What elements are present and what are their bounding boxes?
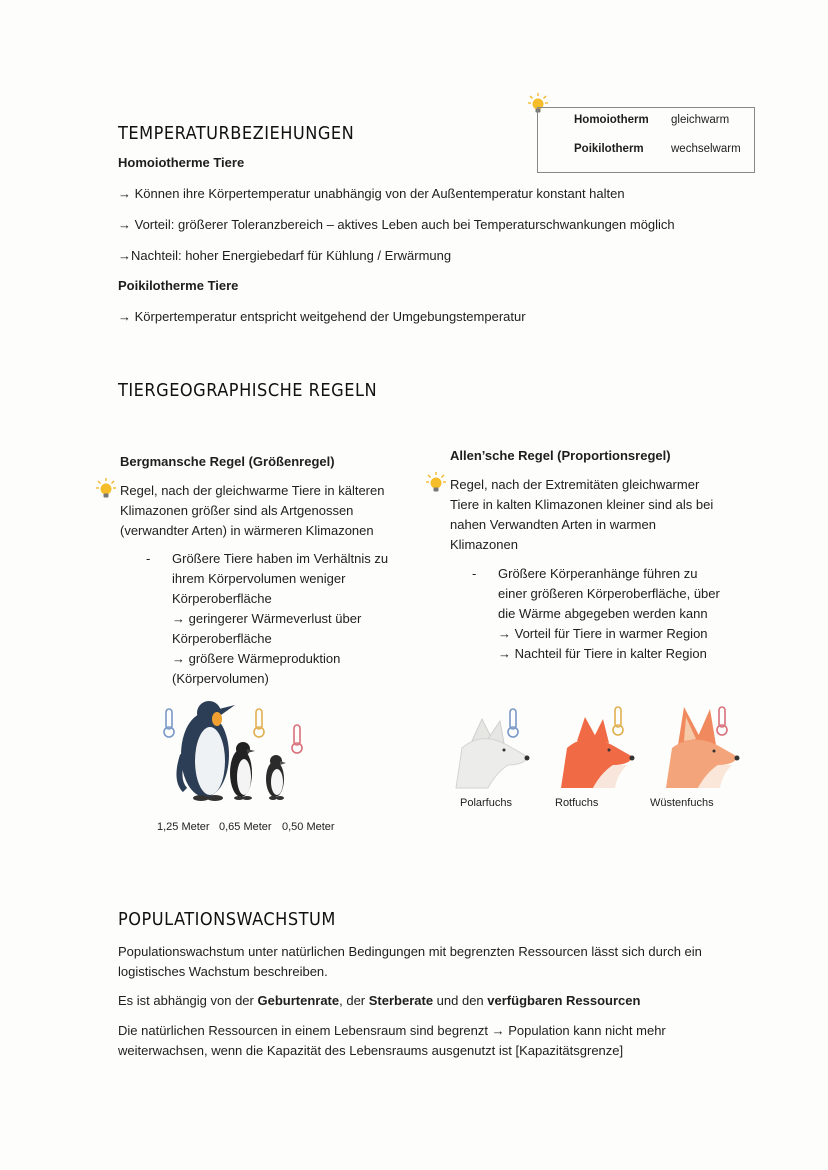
lightbulb-icon	[426, 472, 448, 494]
allen-rule	[450, 475, 713, 555]
bergmann-detail	[146, 549, 389, 689]
legend-meaning: wechselwarm	[671, 143, 741, 155]
fox-label: Polarfuchs	[460, 797, 512, 809]
text-line: → Vorteil: größerer Toleranzbereich – aktives Leben auch bei Temperaturschwankungen möglich	[118, 217, 675, 232]
text-line: → Vorteil für Tiere in warmer Region	[498, 626, 708, 641]
thermometer-icon	[717, 707, 727, 735]
text-line: Tiere in kalten Klimazonen kleiner sind als bei	[450, 497, 714, 512]
text-line: Körperoberfläche	[172, 591, 272, 606]
text-line: → geringerer Wärmeverlust über	[172, 611, 362, 626]
legend-box	[537, 107, 755, 173]
text-line: Größere Tiere haben im Verhältnis zu	[172, 551, 389, 566]
text-line: → Können ihre Körpertemperatur unabhängig von der Außentemperatur konstant halten	[118, 186, 625, 201]
thermometer-icon	[164, 709, 174, 737]
allen-detail	[472, 564, 720, 664]
text-line: (Körpervolumen)	[172, 671, 269, 686]
text-line: Regel, nach der gleichwarme Tiere in kälteren	[120, 483, 385, 498]
penguin-caption: 0,65 Meter	[219, 821, 272, 833]
section-heading-geo: TIERGEOGRAPHISCHE REGELN	[118, 380, 378, 401]
text-line: Regel, nach der Extremitäten gleichwarmer	[450, 477, 700, 492]
wuestenfuchs-illustration	[666, 707, 740, 788]
text-line: → Nachteil für Tiere in kalter Region	[498, 646, 707, 661]
text-line: Klimazonen größer sind als Artgenossen	[120, 503, 354, 518]
text-span: Es ist abhängig von der	[118, 993, 258, 1008]
penguin-illustration	[155, 695, 315, 805]
text-line: Klimazonen	[450, 537, 518, 552]
bold-term: verfügbaren Ressourcen	[487, 993, 641, 1008]
text-line: (verwandter Arten) in wärmeren Klimazonen	[120, 523, 374, 538]
thermometer-icon	[292, 725, 302, 753]
lightbulb-icon	[96, 478, 118, 500]
list-bullet: -	[146, 551, 151, 566]
population-paragraph	[118, 991, 758, 1011]
text-span: , der	[339, 993, 369, 1008]
text-line: Körperoberfläche	[172, 631, 272, 646]
legend-term: Homoiotherm	[574, 114, 649, 126]
text-span: und den	[433, 993, 488, 1008]
bold-term: Geburtenrate	[257, 993, 340, 1008]
text-line: nahen Verwandten Arten in warmen	[450, 517, 656, 532]
list-bullet: -	[472, 566, 477, 581]
text-line: → größere Wärmeproduktion	[172, 651, 341, 666]
fox-label: Wüstenfuchs	[650, 797, 714, 809]
subheading-bergmann: Bergmansche Regel (Größenregel)	[120, 454, 335, 469]
section-heading-population: POPULATIONSWACHSTUM	[118, 909, 336, 930]
text-line: →Nachteil: hoher Energiebedarf für Kühlung / Erwärmung	[118, 248, 452, 263]
fox-illustration	[452, 703, 742, 793]
subheading-poikilotherm: Poikilotherme Tiere	[118, 278, 239, 293]
section-heading-temperature: TEMPERATURBEZIEHUNGEN	[118, 123, 355, 144]
population-paragraph: Die natürlichen Ressourcen in einem Lebensraum sind begrenzt → Population kann nicht mehr weiterwachsen, wenn die Kapazität des Lebensraums ausgenutzt ist [Kapazitätsgrenze]	[118, 1023, 666, 1058]
subheading-allen: Allen’sche Regel (Proportionsregel)	[450, 448, 671, 463]
text-line: ihrem Körpervolumen weniger	[172, 571, 346, 586]
legend-term: Poikilotherm	[574, 143, 644, 155]
bold-term: Sterberate	[368, 993, 434, 1008]
penguin-caption: 1,25 Meter	[157, 821, 210, 833]
text-line: Größere Körperanhänge führen zu	[498, 566, 698, 581]
legend-meaning: gleichwarm	[671, 114, 730, 126]
population-paragraph: Populationswachstum unter natürlichen Bedingungen mit begrenzten Ressourcen lässt sich durch ein logistisches Wachstum beschreiben.	[118, 944, 702, 979]
thermometer-icon	[508, 709, 518, 737]
text-line: einer größeren Körperoberfläche, über	[498, 586, 720, 601]
bergmann-rule	[120, 481, 384, 541]
rotfuchs-illustration	[561, 717, 635, 788]
text-line: die Wärme abgegeben werden kann	[498, 606, 708, 621]
polarfuchs-illustration	[456, 719, 530, 788]
thermometer-icon	[613, 707, 623, 735]
subheading-homoiotherm: Homoiotherme Tiere	[118, 155, 245, 170]
penguin-caption: 0,50 Meter	[282, 821, 335, 833]
fox-label: Rotfuchs	[555, 797, 599, 809]
thermometer-icon	[254, 709, 264, 737]
text-line: → Körpertemperatur entspricht weitgehend der Umgebungstemperatur	[118, 309, 526, 324]
